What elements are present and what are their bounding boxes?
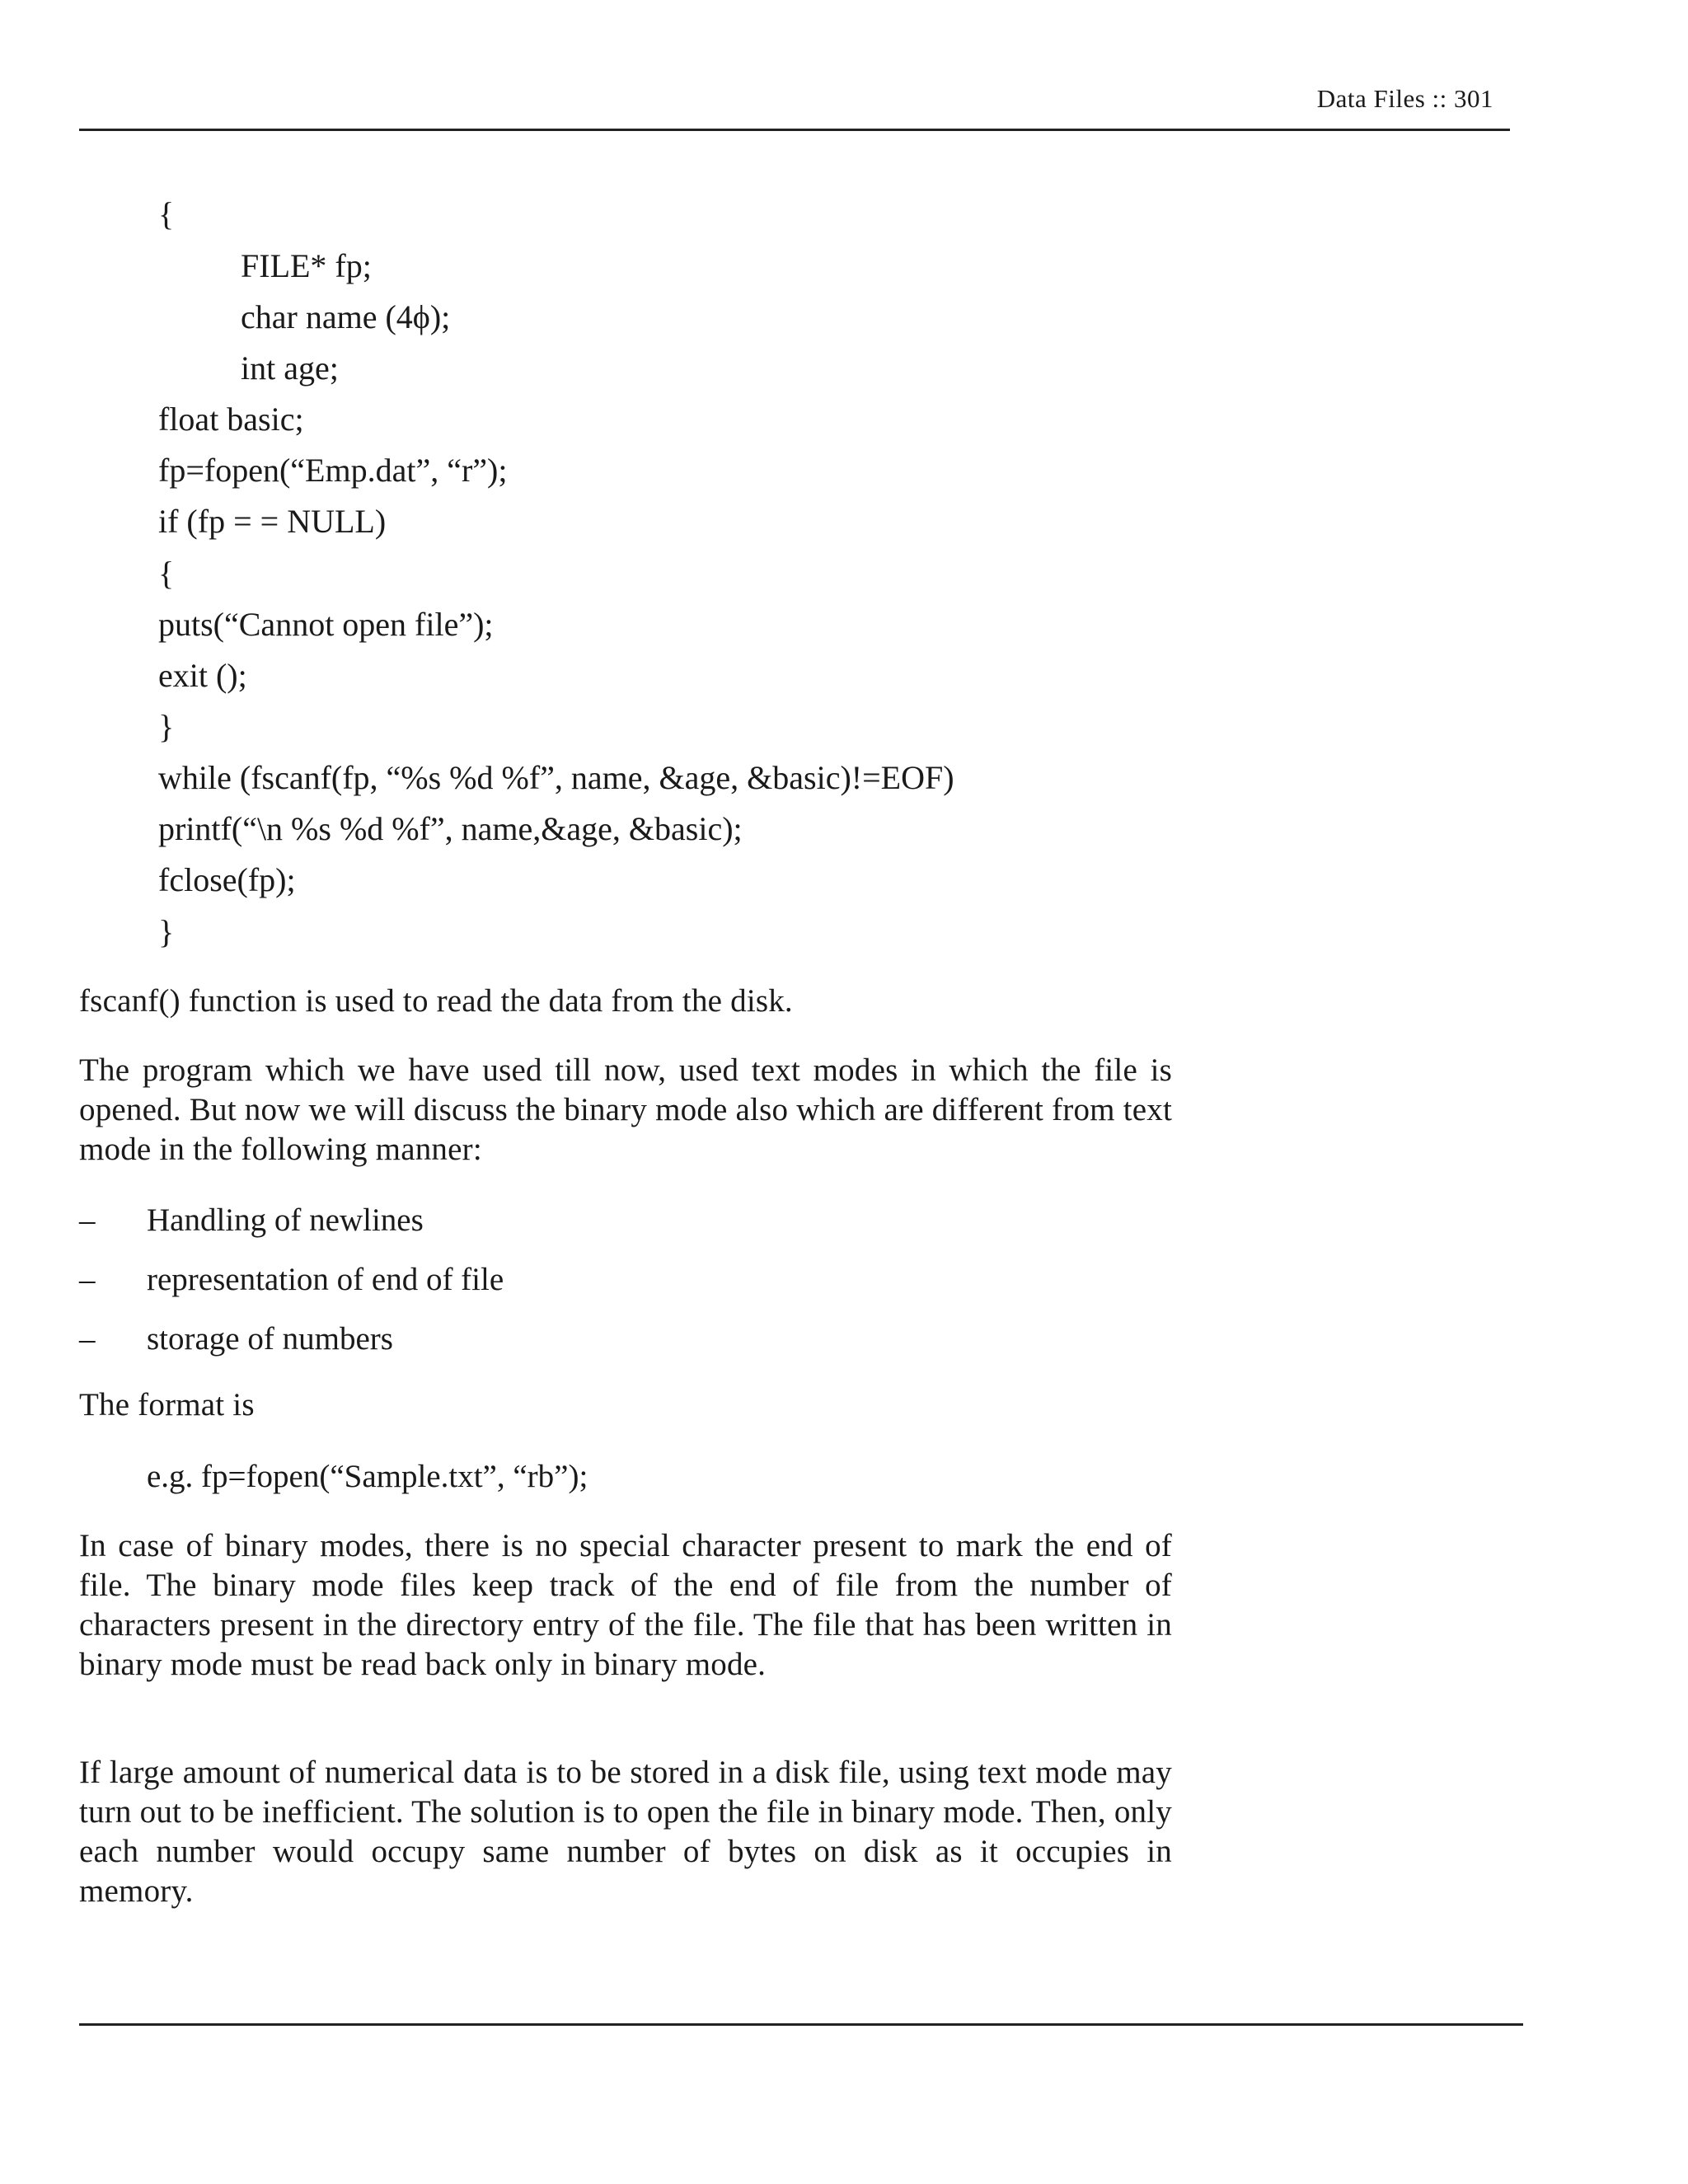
- code-line: FILE* fp;: [241, 247, 372, 284]
- code-line: {: [158, 195, 175, 232]
- bullet-marker: –: [79, 1321, 96, 1357]
- code-line: if (fp = = NULL): [158, 503, 387, 540]
- code-line: printf(“\n %s %d %f”, name,&age, &basic);: [158, 810, 743, 847]
- bullet-marker: –: [79, 1202, 96, 1238]
- code-line: float basic;: [158, 401, 304, 438]
- code-line: fclose(fp);: [158, 861, 296, 898]
- running-head: Data Files :: 301: [1316, 84, 1493, 113]
- paragraph: In case of binary modes, there is no special character present to mark the end of file. The binary mode files keep track of the end of file from the number of characters present in the directory entry of the file. The file that has been written in binary mode must be read back only in binary mode.: [79, 1528, 1172, 1682]
- code-line: {: [158, 555, 175, 592]
- list-item: storage of numbers: [147, 1321, 393, 1357]
- paragraph: The program which we have used till now, used text modes in which the file is opened. But now we will discuss the binary mode also which are different from text mode in the following manner:: [79, 1052, 1172, 1167]
- paragraph: If large amount of numerical data is to be stored in a disk file, using text mode may turn out to be inefficient. The solution is to open the file in binary mode. Then, only each number would occupy same number of bytes on disk as it occupies in memory.: [79, 1755, 1172, 1909]
- paragraph: The format is: [79, 1387, 255, 1422]
- code-line: fp=fopen(“Emp.dat”, “r”);: [158, 452, 508, 489]
- code-line: }: [158, 708, 175, 745]
- list-item: representation of end of file: [147, 1262, 504, 1297]
- code-line: exit ();: [158, 657, 247, 694]
- code-line: while (fscanf(fp, “%s %d %f”, name, &age, &basic)!=EOF): [158, 759, 954, 796]
- code-example: e.g. fp=fopen(“Sample.txt”, “rb”);: [147, 1459, 588, 1494]
- code-line: int age;: [241, 349, 339, 387]
- paragraph: fscanf() function is used to read the data from the disk.: [79, 983, 793, 1019]
- code-line: puts(“Cannot open file”);: [158, 606, 494, 643]
- bullet-marker: –: [79, 1262, 96, 1297]
- code-line: char name (4ϕ);: [241, 298, 451, 335]
- footer-rule: [79, 2023, 1523, 2026]
- list-item: Handling of newlines: [147, 1202, 424, 1238]
- code-line: }: [158, 913, 175, 950]
- header-rule: [79, 129, 1510, 131]
